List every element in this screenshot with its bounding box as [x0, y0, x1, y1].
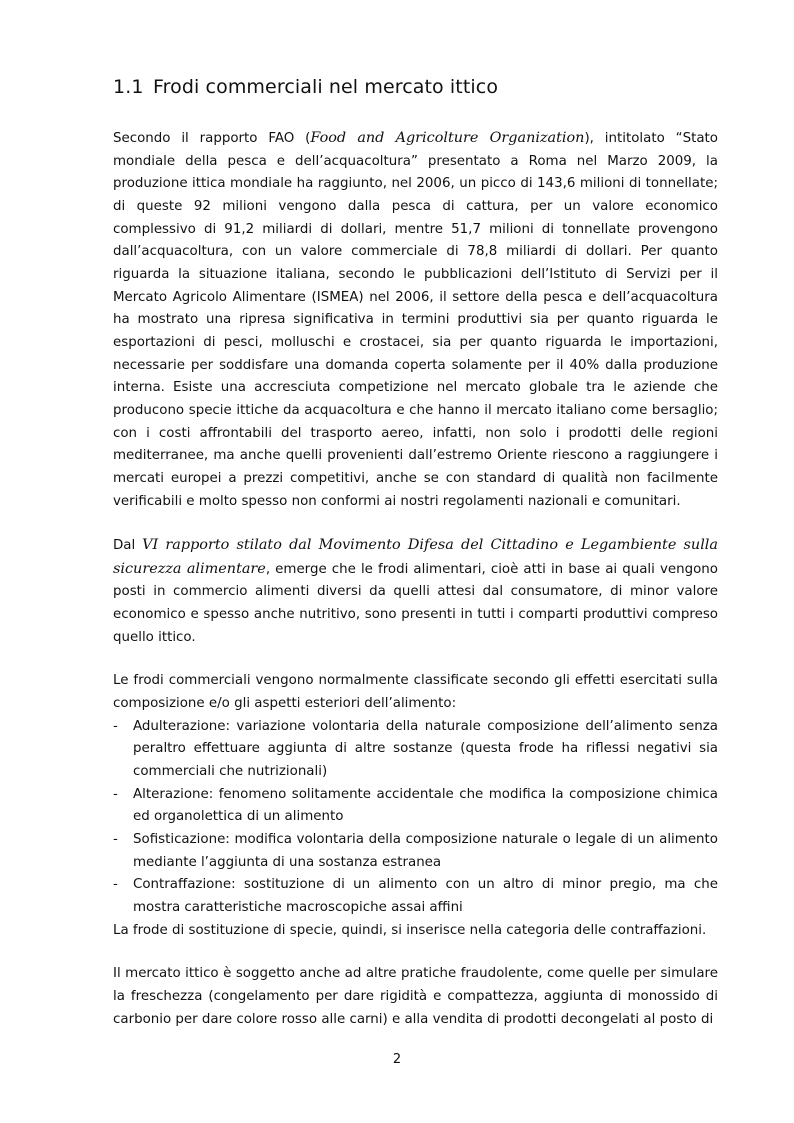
paragraph-text: Dal [113, 538, 143, 554]
list-item-sofisticazione: - Sofisticazione: modifica volontaria della composizione naturale o legale di un alimento mediante l’aggiunta di una sostanza estranea [113, 829, 718, 874]
fraud-types-list [113, 716, 718, 920]
paragraph-fraud-classification-outro: La frode di sostituzione di specie, quindi, si inserisce nella categoria delle contraffazioni. [113, 922, 707, 938]
italic-report-title: VI rapporto stilato dal Movimento Difesa del Cittadino e Legambiente sulla sicurezza alimentare [113, 537, 718, 577]
paragraph-text: ), intitolato “Stato mondiale della pesca e dell’acquacoltura” presentato a Roma nel Marzo 2009, la produzione ittica mondiale ha raggiunto, nel 2006, un picco di 143,6 milioni di tonnellate; di queste 92 milioni vengono dalla pesca di cattura, per un valore economico complessivo di 91,2 miliardi di dollari, mentre 51,7 milioni di tonnellate provengono dall’acquacoltura, con un valore commerciale di 78,8 miliardi di dollari. Per quanto riguarda la situazione italiana, secondo le pubblicazioni dell’Istituto di Servizi per il Mercato Agricolo Alimentare (ISMEA) nel 2006, il settore della pesca e dell’acquacoltura ha mostrato una ripresa significativa in termini produttivi sia per quanto riguarda le esportazioni di pesci, molluschi e crostacei, sia per quanto riguarda le importazioni, necessarie per soddisfare una domanda coperta solamente per il 40% dalla produzione interna. Esiste una accresciuta competizione nel mercato globale tra le aziende che producono specie ittiche da acquacoltura e che hanno il mercato italiano come bersaglio; con i costi affrontabili del trasporto aereo, infatti, non solo i prodotti delle regioni mediterranee, ma anche quelli provenienti dall’estremo Oriente riescono a raggiungere i mercati europei a prezzi competitivi, anche se con standard di qualità non facilmente verificabili e molto spesso non conformi ai nostri regolamenti nazionali e comunitari. [113, 131, 718, 509]
paragraph-gap [113, 513, 718, 534]
page-number: 2 [392, 1052, 402, 1067]
paragraph-gap [113, 942, 718, 963]
list-item-adulterazione: - Adulterazione: variazione volontaria della naturale composizione dell’alimento senza peraltro effettuare aggiunta di altre sostanze (questa frode ha riflessi negativi sia commerciali che nutrizionali) [113, 716, 718, 784]
list-item-contraffazione: - Contraffazione: sostituzione di un alimento con un altro di minor pregio, ma che mostra caratteristiche macroscopiche assai affini [113, 874, 718, 919]
section-title: Frodi commerciali nel mercato ittico [153, 76, 499, 98]
paragraph-fraud-classification-intro: Le frodi commerciali vengono normalmente classificate secondo gli effetti esercitati sulla composizione e/o gli aspetti esteriori dell’alimento: [113, 673, 718, 712]
section-heading [113, 76, 498, 98]
paragraph-food-fraud-report [113, 534, 718, 649]
italic-org-name: Food and Agricolture Organization [310, 130, 585, 146]
paragraph-text: , emerge che le frodi alimentari, cioè atti in base ai quali vengono posti in commercio alimenti diversi da quelli attesi dal consumatore, di minor valore economico e spesso anche nutritivo, sono presenti in tutti i comparti produttivi compreso quello ittico. [113, 561, 718, 645]
list-item-alterazione: - Alterazione: fenomeno solitamente accidentale che modifica la composizione chimica ed organolettica di un alimento [113, 784, 718, 829]
body-text [113, 127, 718, 1031]
paragraph-fao-report [113, 127, 718, 513]
paragraph-gap [113, 649, 718, 670]
paragraph-text: Secondo il rapporto FAO ( [113, 131, 311, 146]
paragraph-other-practices: Il mercato ittico è soggetto anche ad altre pratiche fraudolente, come quelle per simulare la freschezza (congelamento per dare rigidità e compattezza, aggiunta di monossido di carbonio per dare colore rosso alle carni) e alla vendita di prodotti decongelati al posto di [113, 966, 718, 1027]
section-number: 1.1 [113, 76, 144, 98]
